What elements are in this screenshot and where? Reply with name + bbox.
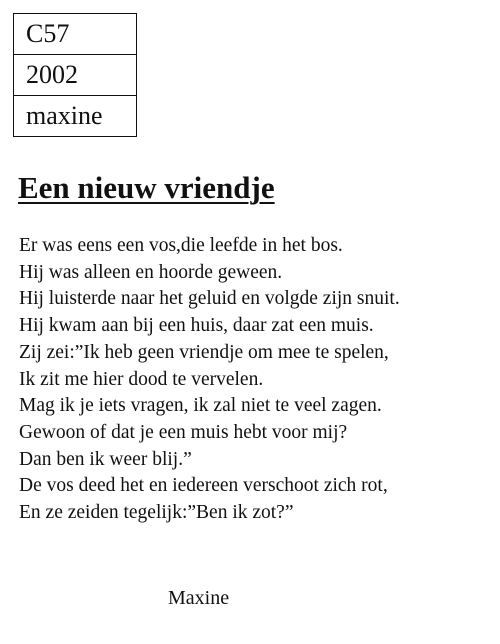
info-row-year xyxy=(14,55,137,96)
poem-line: De vos deed het en iedereen verschoot zich rot, xyxy=(19,475,388,497)
poem-line: Gewoon of dat je een muis hebt voor mij? xyxy=(19,421,348,443)
poem-line: Mag ik je iets vragen, ik zal niet te veel zagen. xyxy=(19,395,382,417)
year-cell: 2002 xyxy=(14,55,137,96)
info-table xyxy=(13,13,137,137)
poem-body xyxy=(19,233,400,527)
poem-line: Ik zit me hier dood te vervelen. xyxy=(19,368,264,390)
info-row-code xyxy=(14,14,137,55)
code-cell: C57 xyxy=(14,14,137,55)
poem-line: Hij was alleen en hoorde geween. xyxy=(19,261,283,283)
poem-line: Hij luisterde naar het geluid en volgde zijn snuit. xyxy=(19,288,400,310)
signature: Maxine xyxy=(168,587,230,609)
poem-line: Hij kwam aan bij een huis, daar zat een muis. xyxy=(19,315,374,337)
author-name-cell: maxine xyxy=(14,96,137,137)
poem-line: Er was eens een vos,die leefde in het bos. xyxy=(19,235,343,256)
poem-title: Een nieuw vriendje xyxy=(18,170,275,205)
poem-line: En ze zeiden tegelijk:”Ben ik zot?” xyxy=(19,502,294,524)
poem-line: Zij zei:”Ik heb geen vriendje om mee te spelen, xyxy=(19,341,389,363)
info-row-author xyxy=(14,96,137,137)
poem-line: Dan ben ik weer blij.” xyxy=(19,448,192,470)
